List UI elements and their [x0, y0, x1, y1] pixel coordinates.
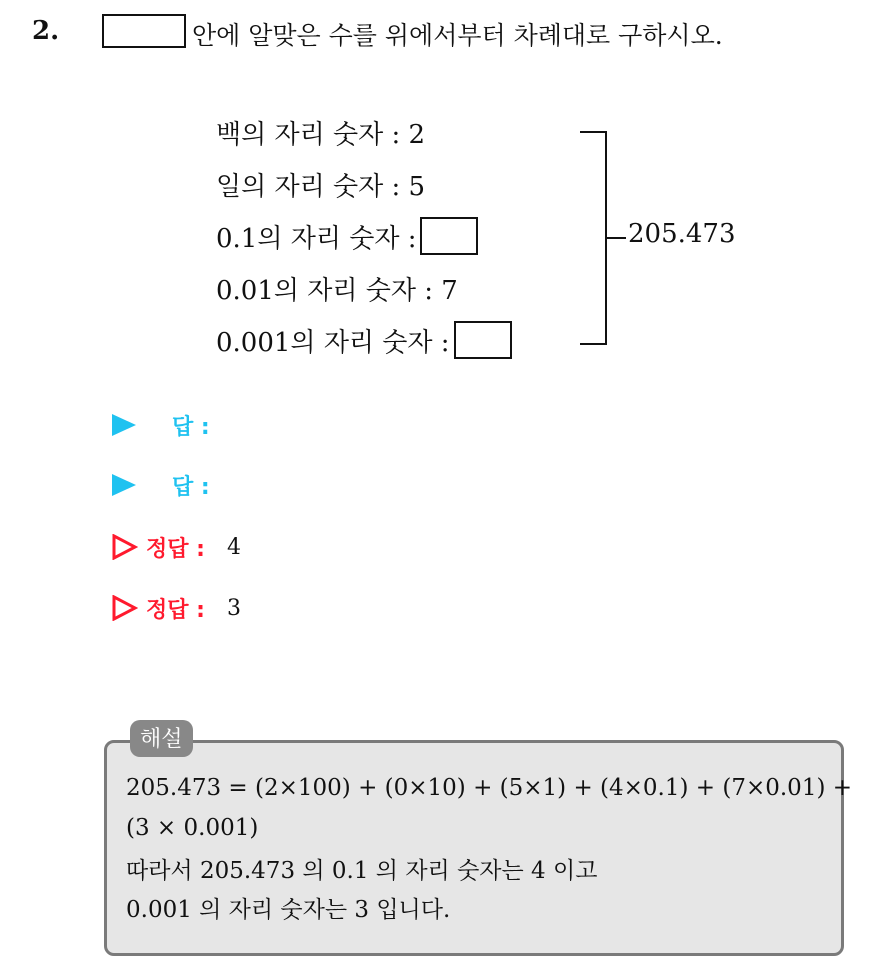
row-label: 일의 자리 숫자 : 5 — [216, 171, 426, 202]
outline-arrow-icon — [112, 595, 138, 621]
total-number: 205.473 — [628, 219, 736, 249]
bracket-line — [580, 0, 640, 360]
correct-answer-value: 3 — [226, 595, 241, 621]
solution-line: 따라서 205.473 의 0.1 의 자리 숫자는 4 이고 — [126, 858, 598, 884]
correct-answer-label: 정답 : — [146, 536, 205, 562]
solution-line: (3 × 0.001) — [126, 815, 259, 841]
answer-line-2 — [112, 465, 210, 505]
play-arrow-icon — [112, 414, 136, 436]
row-hundreds — [216, 112, 425, 152]
row-label: 백의 자리 숫자 : 2 — [216, 119, 426, 150]
question-number: 2. — [32, 16, 60, 46]
row-thousandths — [216, 320, 512, 360]
answer-line-1 — [112, 405, 210, 445]
answer-blank-box — [102, 14, 186, 48]
blank-box-thousandths — [454, 321, 512, 359]
solution-line: 0.001 의 자리 숫자는 3 입니다. — [126, 897, 451, 923]
row-label: 0.1의 자리 숫자 : — [216, 223, 417, 254]
correct-answer-line-1 — [112, 527, 241, 567]
correct-answer-line-2 — [112, 588, 241, 628]
correct-answer-label: 정답 : — [146, 597, 205, 623]
correct-answer-value: 4 — [226, 534, 241, 560]
play-arrow-icon — [112, 474, 136, 496]
row-label: 0.01의 자리 숫자 : 7 — [216, 275, 458, 306]
answer-label: 답 : — [172, 474, 210, 500]
solution-line: 205.473 = (2×100) + (0×10) + (5×1) + (4×0.1) + (7×0.01) + — [126, 775, 853, 801]
blank-box-tenths — [420, 217, 478, 255]
solution-tag: 해설 — [130, 720, 193, 757]
row-ones — [216, 164, 425, 204]
outline-arrow-icon — [112, 534, 138, 560]
row-tenths — [216, 216, 478, 256]
answer-label: 답 : — [172, 414, 210, 440]
row-label: 0.001의 자리 숫자 : — [216, 327, 450, 358]
row-hundredths — [216, 268, 458, 308]
question-text: 안에 알맞은 수를 위에서부터 차례대로 구하시오. — [192, 21, 723, 50]
